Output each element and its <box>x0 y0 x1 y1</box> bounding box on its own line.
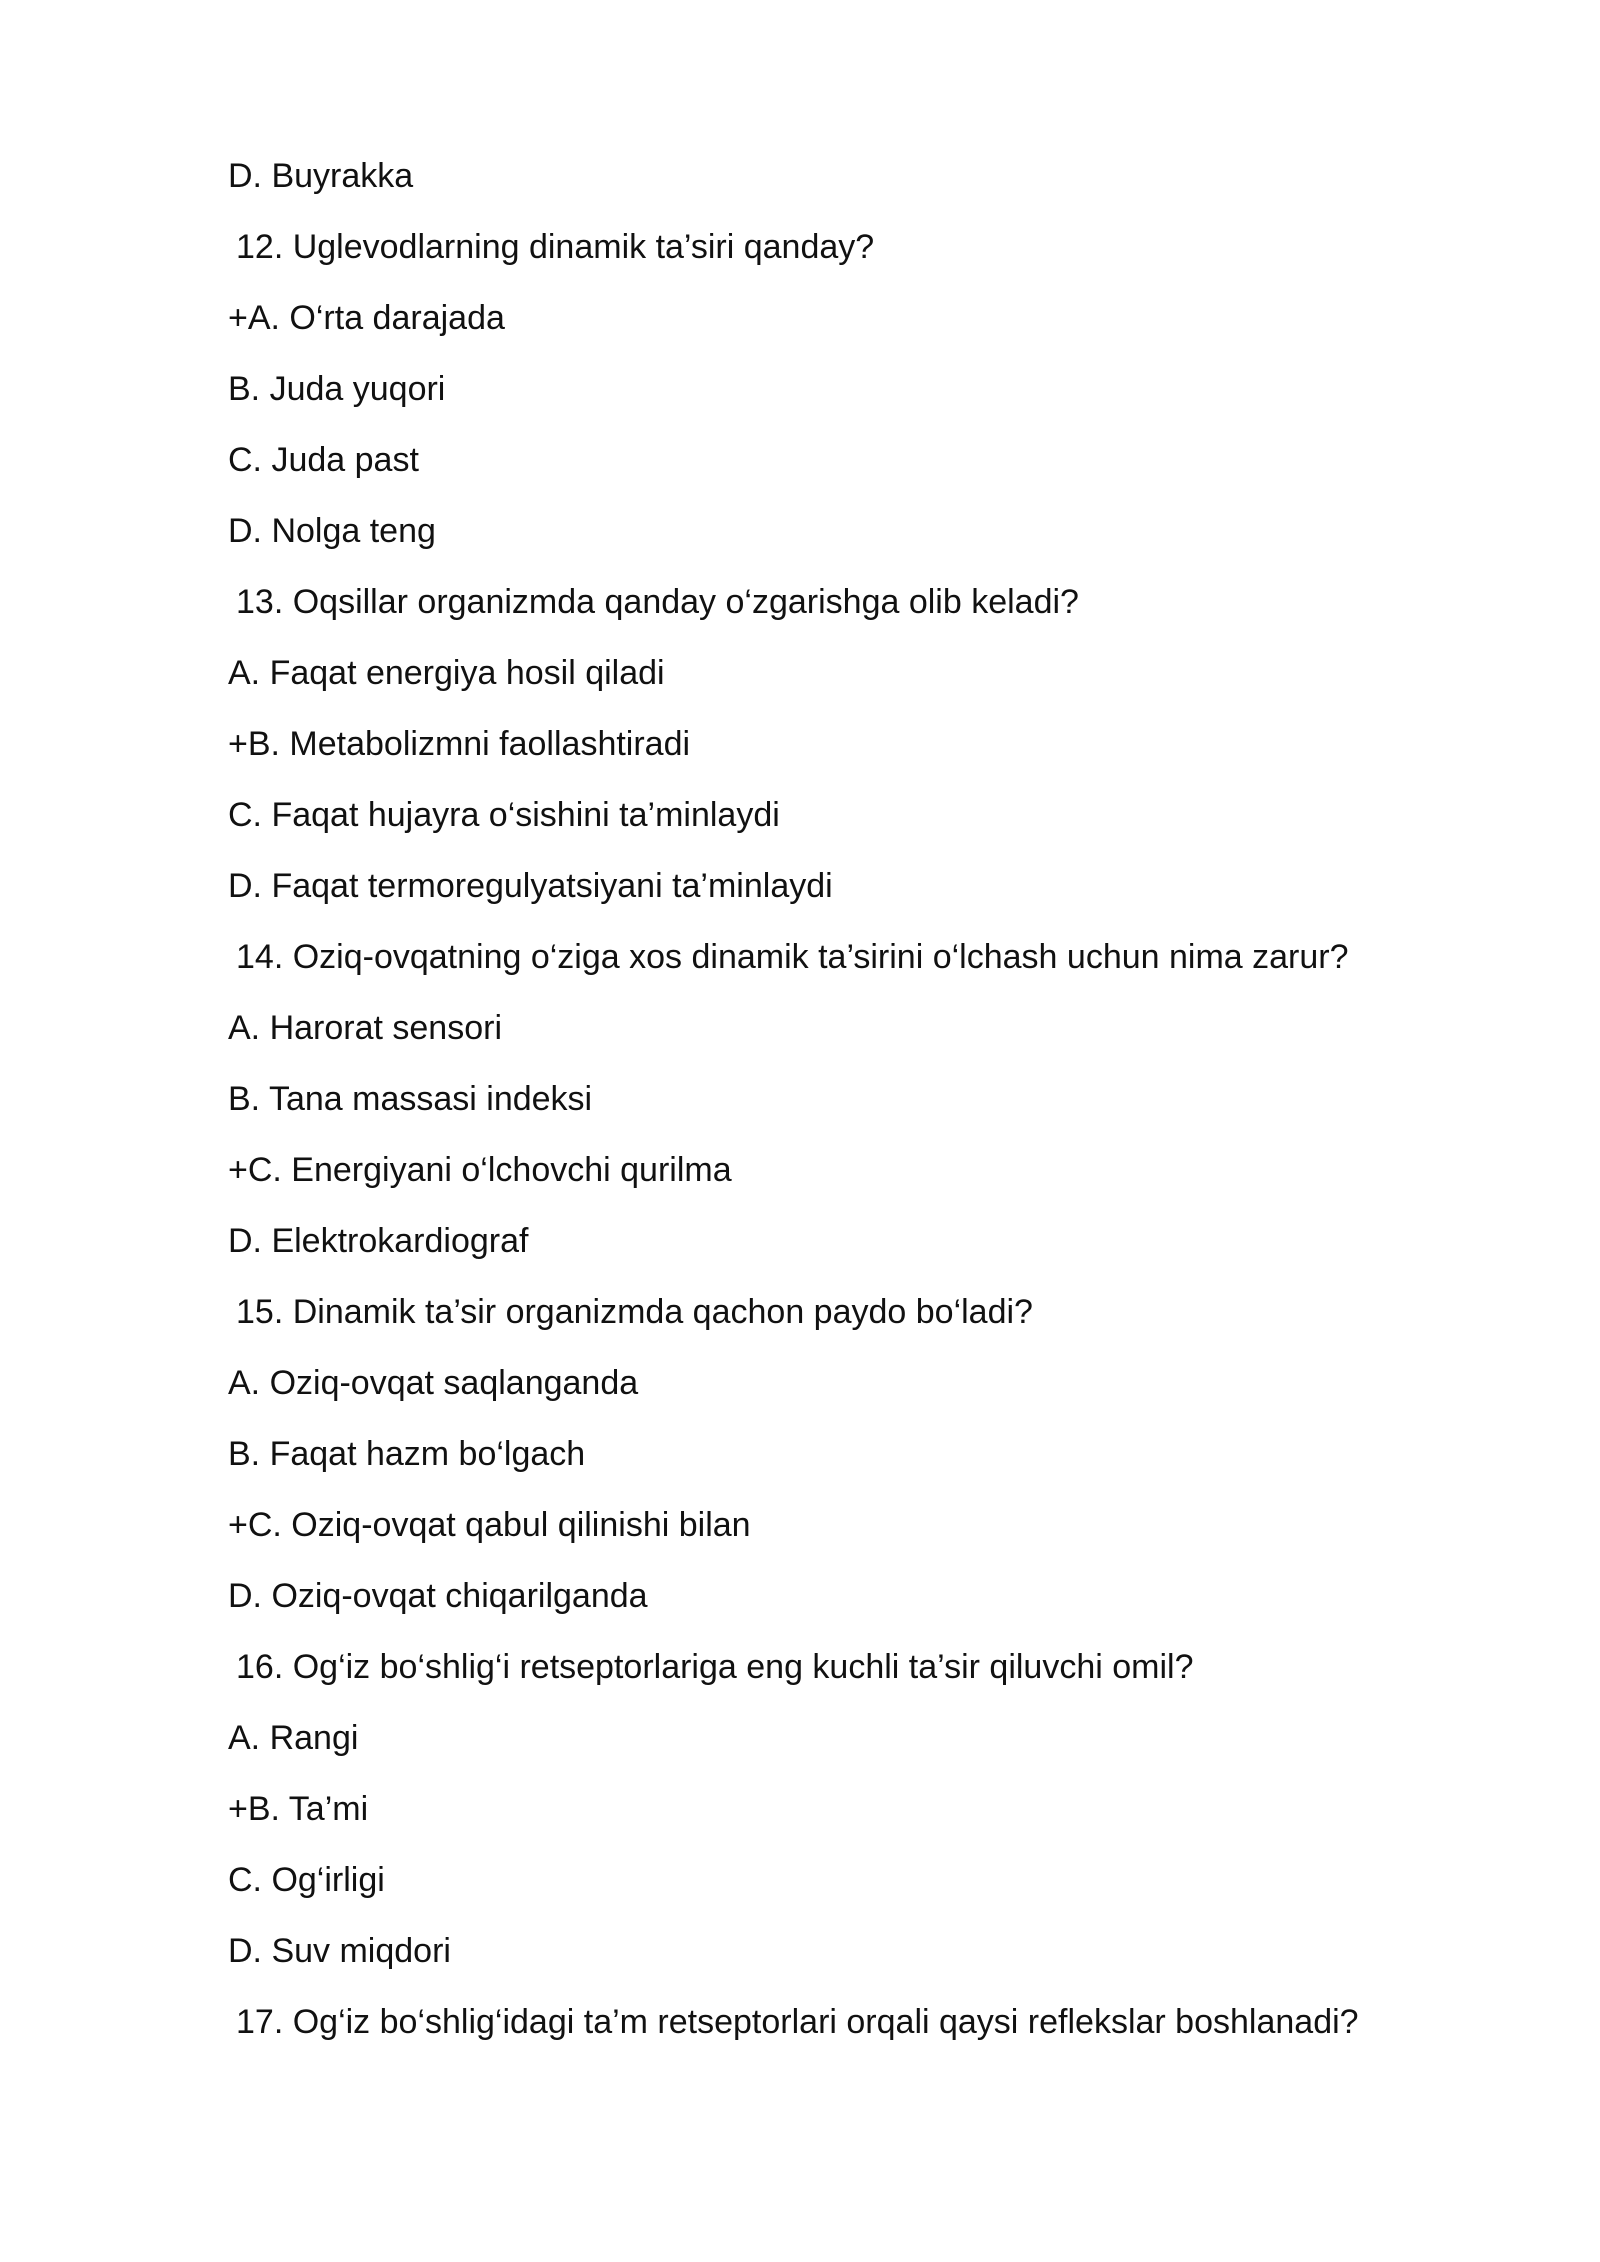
answer-line: D. Elektrokardiograf <box>228 1222 529 1260</box>
question-line: 12. Uglevodlarning dinamik ta’siri qanday? <box>236 228 875 266</box>
answer-line: D. Buyrakka <box>228 157 414 195</box>
answer-line: B. Faqat hazm bo‘lgach <box>228 1435 586 1473</box>
answer-line: A. Rangi <box>228 1719 359 1757</box>
answer-line: D. Suv miqdori <box>228 1932 451 1970</box>
answer-line: +C. Oziq-ovqat qabul qilinishi bilan <box>228 1506 751 1544</box>
answer-line: B. Juda yuqori <box>228 370 446 408</box>
answer-line: C. Juda past <box>228 441 419 479</box>
question-line: 17. Og‘iz bo‘shlig‘idagi ta’m retseptorlari orqali qaysi reflekslar boshlanadi? <box>236 2003 1359 2041</box>
answer-line: +C. Energiyani o‘lchovchi qurilma <box>228 1151 732 1189</box>
answer-line: +B. Ta’mi <box>228 1790 369 1828</box>
question-line: 15. Dinamik ta’sir organizmda qachon paydo bo‘ladi? <box>236 1293 1033 1331</box>
answer-line: A. Faqat energiya hosil qiladi <box>228 654 665 692</box>
answer-line: B. Tana massasi indeksi <box>228 1080 593 1118</box>
answer-line: C. Og‘irligi <box>228 1861 385 1899</box>
answer-line: A. Oziq-ovqat saqlanganda <box>228 1364 639 1402</box>
answer-line: D. Nolga teng <box>228 512 436 550</box>
question-line: 13. Oqsillar organizmda qanday o‘zgarishga olib keladi? <box>236 583 1079 621</box>
answer-line: A. Harorat sensori <box>228 1009 502 1047</box>
question-line: 14. Oziq-ovqatning o‘ziga xos dinamik ta’sirini o‘lchash uchun nima zarur? <box>236 938 1349 976</box>
answer-line: +B. Metabolizmni faollashtiradi <box>228 725 691 763</box>
answer-line: D. Oziq-ovqat chiqarilganda <box>228 1577 648 1615</box>
answer-line: C. Faqat hujayra o‘sishini ta’minlaydi <box>228 796 780 834</box>
answer-line: D. Faqat termoregulyatsiyani ta’minlaydi <box>228 867 833 905</box>
answer-line: +A. O‘rta darajada <box>228 299 505 337</box>
question-line: 16. Og‘iz bo‘shlig‘i retseptorlariga eng kuchli ta’sir qiluvchi omil? <box>236 1648 1194 1686</box>
